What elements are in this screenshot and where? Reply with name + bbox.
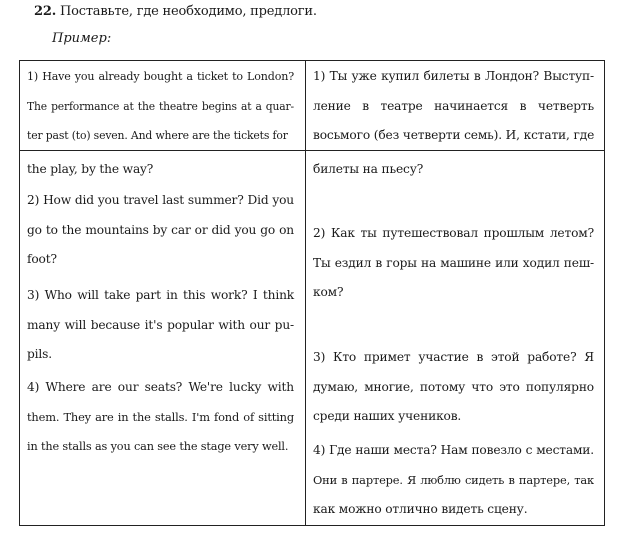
- english-item-4: [27, 373, 294, 462]
- text-line: Ты ездил в горы на машине или ходил пеш-: [313, 255, 594, 270]
- text-line: думаю, многие, потому что это популярно: [313, 379, 594, 394]
- russian-item-3: [313, 343, 594, 432]
- text-line: The performance at the theatre begins at a quar-: [27, 99, 294, 113]
- text-line: in the stalls as you can see the stage very well.: [27, 440, 289, 454]
- english-item-2: [27, 186, 294, 275]
- text-line: билеты на пьесу?: [313, 162, 424, 176]
- text-line: 2) Как ты путешествовал прошлым летом?: [313, 226, 594, 240]
- text-line: many will because it's popular with our pu-: [27, 317, 294, 332]
- exercise-instruction: Поставьте, где необходимо, предлоги.: [59, 4, 317, 19]
- english-item-1-continued: [27, 155, 294, 185]
- text-line: them. They are in the stalls. I'm fond of sitting: [27, 409, 294, 424]
- text-line: 2) How did you travel last summer? Did you: [27, 193, 294, 207]
- text-line: ком?: [313, 285, 344, 300]
- text-line: 3) Who will take part in this work? I think: [27, 288, 294, 302]
- english-item-1: [27, 62, 294, 151]
- text-line: среди наших учеников.: [313, 409, 462, 424]
- text-line: Они в партере. Я люблю сидеть в партере, так: [313, 472, 594, 487]
- text-line: 4) Где наши места? Нам повезло с местами.: [313, 443, 594, 457]
- text-line: восьмого (без четверти семь). И, кстати, где: [313, 128, 595, 143]
- text-line: ление в театре начинается в четверть: [313, 98, 594, 113]
- column-divider: [305, 60, 306, 526]
- exercise-number: 22.: [34, 4, 57, 19]
- example-label: Пример:: [52, 31, 112, 46]
- exercise-heading: [34, 4, 317, 19]
- text-line: как можно отлично видеть сцену.: [313, 502, 528, 517]
- text-line: 1) Have you already bought a ticket to London?: [27, 70, 294, 83]
- russian-item-1-continued: [313, 155, 594, 185]
- russian-item-4: [313, 436, 594, 525]
- text-line: 4) Where are our seats? We're lucky with: [27, 380, 294, 394]
- text-line: foot?: [27, 252, 57, 267]
- russian-item-2: [313, 219, 594, 308]
- russian-item-1: [313, 62, 594, 151]
- text-line: the play, by the way?: [27, 162, 154, 176]
- text-line: 3) Кто примет участие в этой работе? Я: [313, 350, 594, 364]
- text-line: ter past (to) seven. And where are the tickets for: [27, 129, 288, 143]
- text-line: 1) Ты уже купил билеты в Лондон? Выступ-: [313, 69, 594, 83]
- text-line: pils.: [27, 347, 52, 362]
- english-item-3: [27, 281, 294, 370]
- text-line: go to the mountains by car or did you go on: [27, 222, 294, 237]
